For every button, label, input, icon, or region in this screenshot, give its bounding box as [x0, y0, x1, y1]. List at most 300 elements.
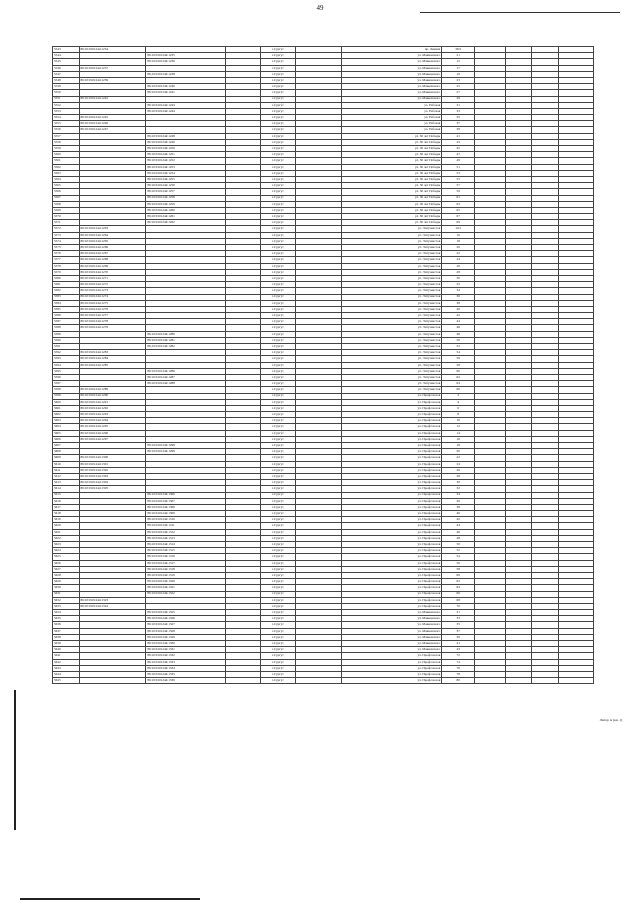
cell-e2 — [475, 678, 506, 684]
cell-house: 46 — [442, 529, 475, 535]
cell-num: 5553 — [53, 108, 80, 114]
cell-num: 5574 — [53, 238, 80, 244]
cell-city: г.Сургут — [260, 641, 295, 647]
cell-house: 50 — [442, 337, 475, 343]
cell-city: г.Сургут — [260, 325, 295, 331]
cell-num: 5604 — [53, 424, 80, 430]
cell-city: г.Сургут — [260, 653, 295, 659]
cell-cad2: 86:10:0101244:1313 — [146, 535, 226, 541]
cell-house: 57 — [442, 183, 475, 189]
cell-house: 44 — [442, 319, 475, 325]
cell-num: 5621 — [53, 529, 80, 535]
cell-house: 64 — [442, 585, 475, 591]
cell-street: ул. Маяковского — [341, 65, 442, 71]
cell-street: ул. Маяковского — [341, 53, 442, 59]
cell-house: 54 — [442, 554, 475, 560]
scan-artifact-left — [14, 690, 16, 830]
cell-cad1: 86:10:0101244:1242 — [79, 96, 146, 102]
cell-cad2: 86:10:0101244:1325 — [146, 610, 226, 616]
cell-house: 51 — [442, 164, 475, 170]
cell-house: 35 — [442, 115, 475, 121]
cell-city: г.Сургут — [260, 671, 295, 677]
cell-house: 14/1 — [442, 226, 475, 232]
cell-city: г.Сургут — [260, 517, 295, 523]
cell-street: ул. Профсоюзов — [341, 653, 442, 659]
cell-street: ул. Энтузиастов — [341, 288, 442, 294]
cell-street: ул. 30 лет Победы — [341, 164, 442, 170]
cell-num: 5642 — [53, 659, 80, 665]
cell-house: 58 — [442, 362, 475, 368]
cell-cad2: 86:10:0101244:1258 — [146, 195, 226, 201]
cell-street: ул. Профсоюзов — [341, 467, 442, 473]
cell-city: г.Сургут — [260, 362, 295, 368]
cell-cad2: 86:10:0101244:1328 — [146, 628, 226, 634]
cell-city: г.Сургут — [260, 207, 295, 213]
property-register-table — [52, 46, 594, 684]
cell-house: 10 — [442, 418, 475, 424]
cell-cad2: 86:10:0101244:1257 — [146, 189, 226, 195]
cell-house: 28 — [442, 269, 475, 275]
cell-cad1: 86:10:0101244:1277 — [79, 313, 146, 319]
cell-street: ул. Энтузиастов — [341, 350, 442, 356]
cell-city: г.Сургут — [260, 560, 295, 566]
cell-house: 60 — [442, 572, 475, 578]
cell-city: г.Сургут — [260, 214, 295, 220]
cell-street: ул. Профсоюзов — [341, 579, 442, 585]
cell-num: 5567 — [53, 195, 80, 201]
cell-street: ул. Профсоюзов — [341, 405, 442, 411]
cell-street: ул. Рабочая — [341, 108, 442, 114]
cell-house: 43 — [442, 139, 475, 145]
cell-street: ул. 30 лет Победы — [341, 152, 442, 158]
cell-cad2: 86:10:0101244:1316 — [146, 554, 226, 560]
cell-cad2: 86:10:0101244:1309 — [146, 511, 226, 517]
cell-street: ул. Профсоюзов — [341, 473, 442, 479]
cell-cad1: 86:10:0101244:1263 — [79, 226, 146, 232]
cell-street: ул. 30 лет Победы — [341, 201, 442, 207]
cell-num: 5568 — [53, 201, 80, 207]
cell-num: 5592 — [53, 350, 80, 356]
cell-num: 5557 — [53, 133, 80, 139]
cell-cad1: 86:10:0101244:1285 — [79, 362, 146, 368]
cell-cad2: 86:10:0101244:1327 — [146, 622, 226, 628]
cell-num: 5577 — [53, 257, 80, 263]
cell-num: 5609 — [53, 455, 80, 461]
cell-num: 5631 — [53, 591, 80, 597]
cell-cad1: 86:10:0101244:1324 — [79, 603, 146, 609]
cell-cad1: 86:10:0101244:1246 — [79, 121, 146, 127]
cell-street: ул. Энтузиастов — [341, 381, 442, 387]
cell-street: ул. Энтузиастов — [341, 306, 442, 312]
cell-num: 5623 — [53, 542, 80, 548]
cell-house: 54 — [442, 350, 475, 356]
cell-num: 5626 — [53, 560, 80, 566]
scan-artifact-bottom — [20, 898, 200, 900]
cell-street: ул. Профсоюзов — [341, 424, 442, 430]
cell-cad2: 86:10:0101244:1248 — [146, 133, 226, 139]
cell-street: ул. Профсоюзов — [341, 449, 442, 455]
cell-house: 36 — [442, 294, 475, 300]
cell-cad2: 86:10:0101244:1311 — [146, 523, 226, 529]
cell-house: 65 — [442, 207, 475, 213]
cell-street: ул. Профсоюзов — [341, 486, 442, 492]
cell-house: 43 — [442, 647, 475, 653]
cell-city: г.Сургут — [260, 504, 295, 510]
cell-num: 5583 — [53, 294, 80, 300]
cell-house: 46 — [442, 325, 475, 331]
cell-street: ул. Маяковского — [341, 647, 442, 653]
cell-cad1: 86:10:0101244:1274 — [79, 294, 146, 300]
cell-house: 41 — [442, 641, 475, 647]
cell-num: 5546 — [53, 65, 80, 71]
cell-city: г.Сургут — [260, 53, 295, 59]
cell-num: 5614 — [53, 486, 80, 492]
cell-cad2: 86:10:0101244:1314 — [146, 542, 226, 548]
cell-cad2: 86:10:0101244:1259 — [146, 201, 226, 207]
cell-num: 5548 — [53, 77, 80, 83]
cell-house: 24 — [442, 461, 475, 467]
cell-house: 30 — [442, 480, 475, 486]
cell-street: ул. Рабочая — [341, 115, 442, 121]
cell-num: 5585 — [53, 306, 80, 312]
cell-city: г.Сургут — [260, 350, 295, 356]
cell-cad2: 86:10:0101244:1238 — [146, 71, 226, 77]
cell-cad2: 86:10:0101244:1252 — [146, 158, 226, 164]
cell-street: ул. Профсоюзов — [341, 554, 442, 560]
cell-city: г.Сургут — [260, 189, 295, 195]
cell-house: 29 — [442, 96, 475, 102]
cell-num: 5602 — [53, 412, 80, 418]
cell-street: ул. Маяковского — [341, 622, 442, 628]
cell-city: г.Сургут — [260, 77, 295, 83]
cell-cad1: 86:10:0101244:1304 — [79, 480, 146, 486]
cell-house: 80 — [442, 678, 475, 684]
cell-house: 69 — [442, 220, 475, 226]
cell-street: ул. 30 лет Победы — [341, 214, 442, 220]
cell-num: 5634 — [53, 610, 80, 616]
cell-house: 28 — [442, 473, 475, 479]
cell-num: 5639 — [53, 641, 80, 647]
cell-e3 — [505, 678, 532, 684]
cell-cad2: 86:10:0101244:1282 — [146, 344, 226, 350]
cell-cad1: 86:10:0101244:1270 — [79, 269, 146, 275]
cell-house: 56 — [442, 560, 475, 566]
cell-num: 5611 — [53, 467, 80, 473]
cell-city: г.Сургут — [260, 566, 295, 572]
cell-num: 5643 — [53, 665, 80, 671]
cell-street: ул. Маяковского — [341, 77, 442, 83]
cell-cad2: 86:10:0101244:1307 — [146, 498, 226, 504]
header-rule — [420, 12, 620, 13]
cell-house: 37 — [442, 628, 475, 634]
cell-city: г.Сургут — [260, 634, 295, 640]
cell-num: 5640 — [53, 647, 80, 653]
cell-city: г.Сургут — [260, 294, 295, 300]
cell-city: г.Сургут — [260, 337, 295, 343]
cell-cad2: 86:10:0101244:1299 — [146, 449, 226, 455]
cell-city: г.Сургут — [260, 579, 295, 585]
cell-cad1: 86:10:0101244:1234 — [79, 47, 146, 53]
cell-city: г.Сургут — [260, 461, 295, 467]
cell-cad2: 86:10:0101244:1319 — [146, 572, 226, 578]
cell-cad2: 86:10:0101244:1331 — [146, 647, 226, 653]
cell-house: 66 — [442, 387, 475, 393]
cell-num: 5612 — [53, 473, 80, 479]
cell-num: 5644 — [53, 671, 80, 677]
cell-num: 5575 — [53, 245, 80, 251]
cell-city: г.Сургут — [260, 115, 295, 121]
cell-cad2: 86:10:0101244:1261 — [146, 214, 226, 220]
cell-city: г.Сургут — [260, 486, 295, 492]
cell-num: 5560 — [53, 152, 80, 158]
cell-street: ул. Энтузиастов — [341, 319, 442, 325]
cell-house: 26 — [442, 467, 475, 473]
cell-num: 5578 — [53, 263, 80, 269]
cell-city: г.Сургут — [260, 591, 295, 597]
cell-street: ул. Маяковского — [341, 84, 442, 90]
cell-num: 5615 — [53, 492, 80, 498]
cell-house: 48 — [442, 331, 475, 337]
cell-city: г.Сургут — [260, 195, 295, 201]
cell-street: ул. Энтузиастов — [341, 269, 442, 275]
cell-city: г.Сургут — [260, 121, 295, 127]
cell-house: 18 — [442, 238, 475, 244]
cell-house: 67 — [442, 214, 475, 220]
cell-cad2: 86:10:0101244:1235 — [146, 53, 226, 59]
cell-cad1: 86:10:0101244:1275 — [79, 300, 146, 306]
cell-city: г.Сургут — [260, 71, 295, 77]
cell-city: г.Сургут — [260, 319, 295, 325]
cell-house: 45 — [442, 146, 475, 152]
cell-house: 72 — [442, 653, 475, 659]
cell-city: г.Сургут — [260, 275, 295, 281]
cell-house: 47 — [442, 152, 475, 158]
cell-cad2: 86:10:0101244:1286 — [146, 368, 226, 374]
cell-cad2: 86:10:0101244:1241 — [146, 90, 226, 96]
cell-city: г.Сургут — [260, 424, 295, 430]
cell-street: ул. Профсоюзов — [341, 412, 442, 418]
cell-cad2: 86:10:0101244:1298 — [146, 443, 226, 449]
cell-cad2: 86:10:0101244:1320 — [146, 579, 226, 585]
cell-num: 5545 — [53, 59, 80, 65]
cell-house: 44 — [442, 523, 475, 529]
cell-city: г.Сургут — [260, 473, 295, 479]
cell-cad2: 86:10:0101244:1281 — [146, 337, 226, 343]
cell-cad1: 86:10:0101244:1273 — [79, 288, 146, 294]
cell-num: 5555 — [53, 121, 80, 127]
cell-city: г.Сургут — [260, 492, 295, 498]
cell-city: г.Сургут — [260, 356, 295, 362]
cell-house: 2 — [442, 393, 475, 399]
cell-street: ул. Профсоюзов — [341, 504, 442, 510]
register-body — [53, 47, 594, 684]
cell-street: ул. Профсоюзов — [341, 443, 442, 449]
cell-city: г.Сургут — [260, 59, 295, 65]
cell-house: 22 — [442, 455, 475, 461]
cell-street: ул. Профсоюзов — [341, 665, 442, 671]
cell-house: 39/2 — [442, 47, 475, 53]
cell-city: г.Сургут — [260, 152, 295, 158]
cell-house: 68 — [442, 597, 475, 603]
cell-city: г.Сургут — [260, 597, 295, 603]
cell-house: 8 — [442, 412, 475, 418]
cell-house: 60 — [442, 368, 475, 374]
cell-cad1: 86:10:0101244:1266 — [79, 245, 146, 251]
cell-cad2: 86:10:0101244:1288 — [146, 381, 226, 387]
cell-house: 56 — [442, 356, 475, 362]
cell-num: 5589 — [53, 331, 80, 337]
cell-cad1: 86:10:0101244:1239 — [79, 77, 146, 83]
cell-street: ул. Профсоюзов — [341, 603, 442, 609]
cell-cad1: 86:10:0101244:1302 — [79, 467, 146, 473]
cell-street: ул. 30 лет Победы — [341, 207, 442, 213]
cell-num: 5645 — [53, 678, 80, 684]
cell-house: 15 — [442, 59, 475, 65]
cell-cad2: 86:10:0101244:1254 — [146, 170, 226, 176]
cell-cad2: 86:10:0101244:1326 — [146, 616, 226, 622]
cell-city: г.Сургут — [260, 90, 295, 96]
cell-street: ул. Маяковского — [341, 610, 442, 616]
cell-street: ул. Энтузиастов — [341, 282, 442, 288]
cell-num: 5591 — [53, 344, 80, 350]
cell-house: 4 — [442, 399, 475, 405]
cell-house: 53 — [442, 170, 475, 176]
cell-num: 5554 — [53, 115, 80, 121]
cell-cad2: 86:10:0101244:1250 — [146, 146, 226, 152]
cell-city: г.Сургут — [260, 418, 295, 424]
cell-num: 5600 — [53, 399, 80, 405]
cell-house: 33 — [442, 616, 475, 622]
cell-cad2: 86:10:0101244:1330 — [146, 641, 226, 647]
cell-street: ул. 30 лет Победы — [341, 158, 442, 164]
cell-street: ул. Энтузиастов — [341, 300, 442, 306]
cell-house: 42 — [442, 517, 475, 523]
cell-city: г.Сургут — [260, 164, 295, 170]
cell-cad1: 86:10:0101244:1247 — [79, 127, 146, 133]
cell-cad2: 86:10:0101244:1329 — [146, 634, 226, 640]
cell-city: г.Сургут — [260, 387, 295, 393]
cell-street: ул. 30 лет Победы — [341, 195, 442, 201]
cell-street: ул. Маяковского — [341, 59, 442, 65]
cell-city: г.Сургут — [260, 535, 295, 541]
cell-cad2: 86:10:0101244:1315 — [146, 548, 226, 554]
cell-cad1: 86:10:0101244:1296 — [79, 430, 146, 436]
cell-cad2: 86:10:0101244:1335 — [146, 671, 226, 677]
cell-cad2: 86:10:0101244:1249 — [146, 139, 226, 145]
cell-street: ул. Профсоюзов — [341, 591, 442, 597]
cell-house: 40 — [442, 306, 475, 312]
cell-city: г.Сургут — [260, 226, 295, 232]
cell-street: ул. Маяковского — [341, 634, 442, 640]
cell-city: г.Сургут — [260, 443, 295, 449]
cell-house: 12 — [442, 424, 475, 430]
cell-num: 5633 — [53, 603, 80, 609]
cell-city: г.Сургут — [260, 96, 295, 102]
page-number: 49 — [316, 4, 324, 12]
cell-house: 52 — [442, 344, 475, 350]
cell-e1 — [225, 678, 260, 684]
cell-street: ул. Энтузиастов — [341, 251, 442, 257]
cell-house: 37 — [442, 121, 475, 127]
cell-city: г.Сургут — [260, 263, 295, 269]
cell-house: 52 — [442, 548, 475, 554]
cell-num: 5572 — [53, 226, 80, 232]
cell-house: 32 — [442, 282, 475, 288]
cell-num: 5547 — [53, 71, 80, 77]
cell-house: 74 — [442, 659, 475, 665]
cell-street: ул. Профсоюзов — [341, 480, 442, 486]
cell-city: г.Сургут — [260, 412, 295, 418]
cell-street: ул. Энтузиастов — [341, 245, 442, 251]
cell-num: 5556 — [53, 127, 80, 133]
cell-city: г.Сургут — [260, 102, 295, 108]
cell-house: 39 — [442, 634, 475, 640]
cell-city: г.Сургут — [260, 65, 295, 71]
cell-city: г.Сургут — [260, 498, 295, 504]
cell-cad2: 86:10:0101244:1318 — [146, 566, 226, 572]
cell-street: ул. 30 лет Победы — [341, 220, 442, 226]
cell-cad2: 86:10:0101244:1308 — [146, 504, 226, 510]
cell-cad2: 86:10:0101244:1321 — [146, 585, 226, 591]
cell-cad1: 86:10:0101244:1279 — [79, 325, 146, 331]
cell-num: 5559 — [53, 146, 80, 152]
cell-cad2: 86:10:0101244:1287 — [146, 374, 226, 380]
cell-city: г.Сургут — [260, 374, 295, 380]
cell-city: г.Сургут — [260, 405, 295, 411]
cell-street: ул. Энтузиастов — [341, 368, 442, 374]
cell-num: 5594 — [53, 362, 80, 368]
cell-cad1: 86:10:0101244:1293 — [79, 412, 146, 418]
cell-house: 21 — [442, 53, 475, 59]
cell-street: ул. Профсоюзов — [341, 393, 442, 399]
cell-house: 59 — [442, 189, 475, 195]
cell-city: г.Сургут — [260, 331, 295, 337]
cell-street: ул. Энтузиастов — [341, 226, 442, 232]
cell-cad2: 86:10:0101244:1251 — [146, 152, 226, 158]
cell-cad1: 86:10:0101244:1295 — [79, 424, 146, 430]
cell-house: 30 — [442, 275, 475, 281]
cell-num: 5552 — [53, 102, 80, 108]
cell-street: ул. Профсоюзов — [341, 498, 442, 504]
cell-house: 40 — [442, 511, 475, 517]
cell-cad2: 86:10:0101244:1236 — [146, 59, 226, 65]
cell-num: 5622 — [53, 535, 80, 541]
cell-city: г.Сургут — [260, 220, 295, 226]
cell-street: ул. Профсоюзов — [341, 585, 442, 591]
cell-cad1: 86:10:0101244:1269 — [79, 263, 146, 269]
cell-street: ул. Маяковского — [341, 71, 442, 77]
cell-street: ул. Маяковского — [341, 90, 442, 96]
cell-num: 5588 — [53, 325, 80, 331]
cell-house: 70 — [442, 603, 475, 609]
cell-cad2: 86:10:0101244:1260 — [146, 207, 226, 213]
cell-city: г.Сургут — [260, 467, 295, 473]
cell-street: ул. 30 лет Победы — [341, 133, 442, 139]
cell-house: 22 — [442, 251, 475, 257]
cell-street: ул. 30 лет Победы — [341, 176, 442, 182]
cell-street: ул. Энтузиастов — [341, 313, 442, 319]
cell-num: 5617 — [53, 504, 80, 510]
cell-num: 5635 — [53, 616, 80, 622]
cell-cad1: 86:10:0101244:1271 — [79, 275, 146, 281]
cell-num: 5601 — [53, 405, 80, 411]
cell-cad1: 86:10:0101244:1294 — [79, 418, 146, 424]
cell-cad1: 86:10:0101244:1284 — [79, 356, 146, 362]
cell-house: 49 — [442, 158, 475, 164]
cell-street: ул. Профсоюзов — [341, 678, 442, 684]
cell-num: 5570 — [53, 214, 80, 220]
cell-dist — [295, 678, 341, 684]
